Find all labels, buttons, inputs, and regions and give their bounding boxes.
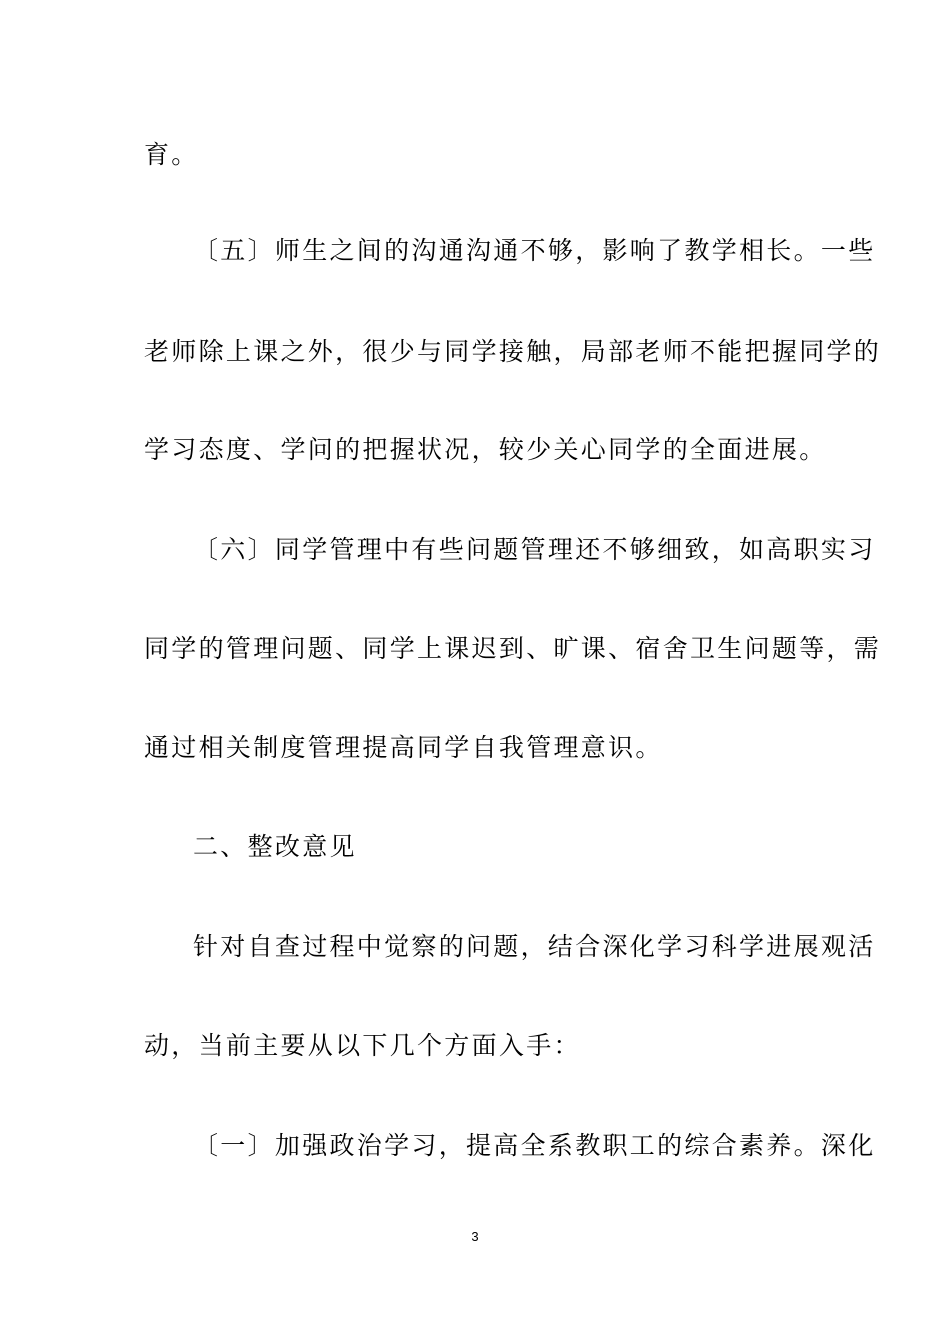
section-heading: 二、整改意见 [193, 832, 357, 861]
text-line: 育。 [144, 140, 199, 169]
text-line: 动，当前主要从以下几个方面入手： [144, 1031, 581, 1060]
text-line: 通过相关制度管理提高同学自我管理意识。 [144, 733, 663, 762]
text-line: 老师除上课之外，很少与同学接触，局部老师不能把握同学的 [144, 337, 882, 366]
page-number: 3 [471, 1229, 479, 1244]
text-line: 〔五〕师生之间的沟通沟通不够，影响了教学相长。一些 [193, 236, 876, 265]
text-line: 针对自查过程中觉察的问题，结合深化学习科学进展观活 [193, 932, 876, 961]
text-line: 〔一〕加强政治学习，提高全系教职工的综合素养。深化 [193, 1131, 876, 1160]
text-line: 同学的管理问题、同学上课迟到、旷课、宿舍卫生问题等，需 [144, 634, 882, 663]
text-line: 〔六〕同学管理中有些问题管理还不够细致，如高职实习 [193, 535, 876, 564]
text-line: 学习态度、学问的把握状况，较少关心同学的全面进展。 [144, 435, 827, 464]
